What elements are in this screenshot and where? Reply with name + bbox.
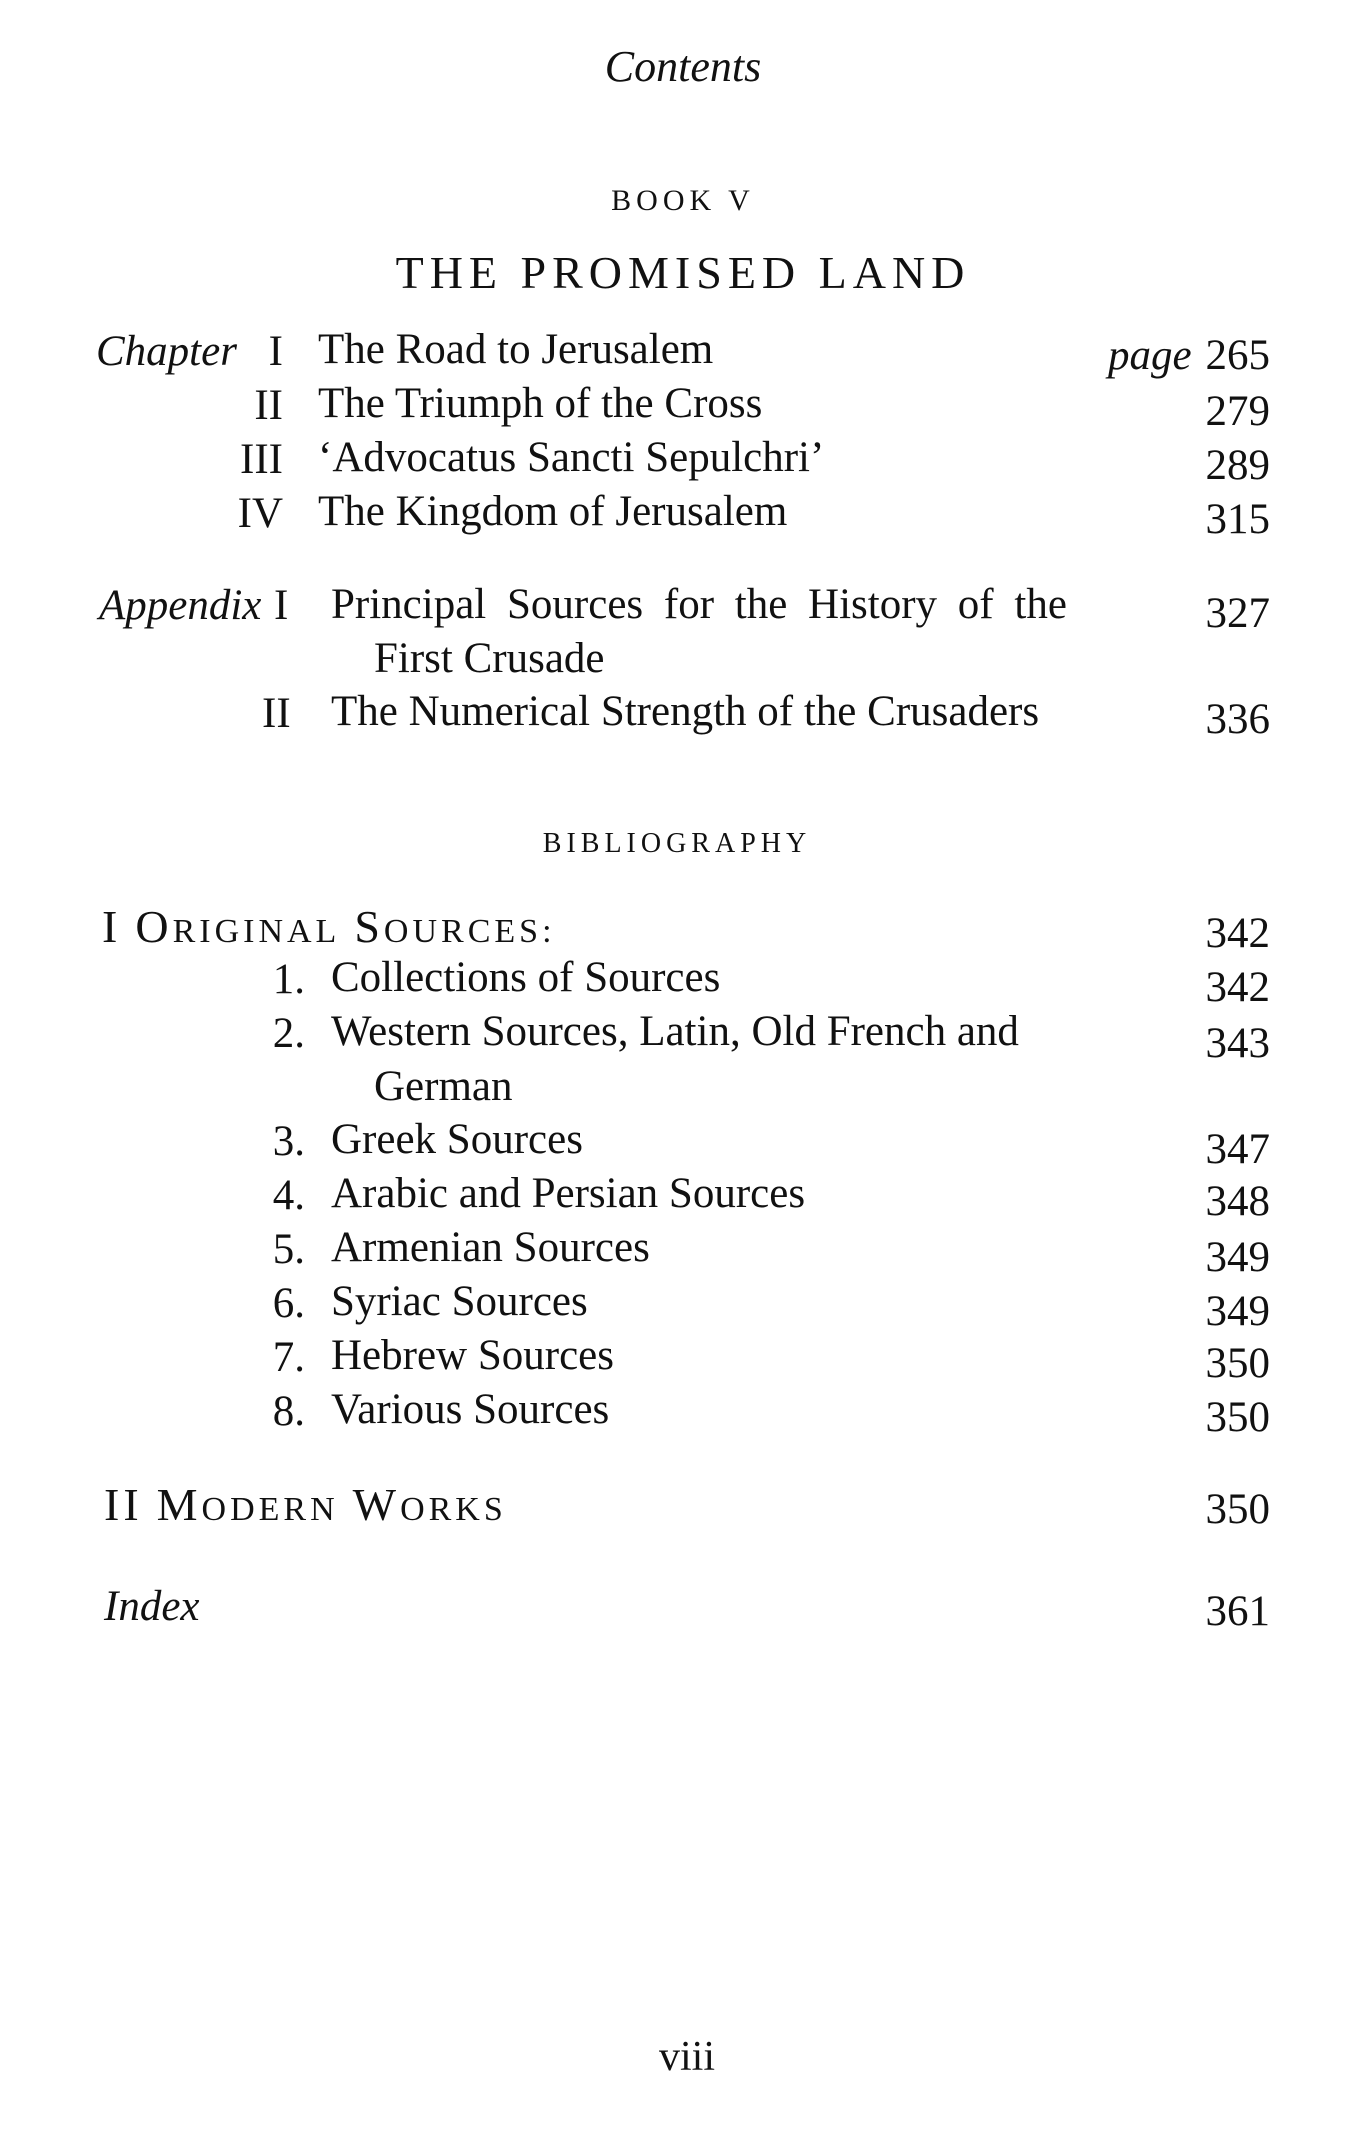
chapter-page: 315 <box>1205 496 1270 543</box>
source-title: Arabic and Persian Sources <box>331 1170 806 1217</box>
source-title-continued: German <box>374 1063 513 1110</box>
chapter-label: Chapter <box>96 328 237 375</box>
chapter-num: IV <box>237 490 283 537</box>
chapter-title: The Triumph of the Cross <box>318 380 763 427</box>
source-page: 349 <box>1205 1288 1270 1335</box>
appendix-label: Appendix <box>99 582 262 629</box>
chapter-title: The Kingdom of Jerusalem <box>318 488 788 535</box>
appendix-page: 327 <box>1205 590 1270 637</box>
chapter-num: II <box>254 382 283 429</box>
source-num: 8. <box>272 1388 305 1435</box>
bibliography-heading: BIBLIOGRAPHY <box>542 828 812 859</box>
source-num: 4. <box>272 1172 305 1219</box>
book-title: THE PROMISED LAND <box>395 247 971 298</box>
source-page: 348 <box>1205 1178 1270 1225</box>
source-title: Armenian Sources <box>331 1224 650 1271</box>
source-title: Hebrew Sources <box>331 1332 614 1379</box>
section-num: I <box>102 901 122 952</box>
chapter-page: 279 <box>1205 388 1270 435</box>
source-num: 7. <box>272 1334 305 1381</box>
source-page: 350 <box>1205 1394 1270 1441</box>
appendix-num: II <box>262 690 291 737</box>
source-num: 1. <box>272 956 305 1003</box>
book-label: BOOK V <box>611 184 755 217</box>
chapter-page: 289 <box>1205 442 1270 489</box>
source-num: 6. <box>272 1280 305 1327</box>
source-num: 2. <box>272 1010 305 1057</box>
section-page: 342 <box>1205 910 1270 957</box>
appendix-title: Principal Sources for the History of the <box>331 581 1067 628</box>
appendix-num: I <box>274 582 289 629</box>
chapter-title: The Road to Jerusalem <box>318 326 714 373</box>
appendix-page: 336 <box>1205 696 1270 743</box>
section-page: 350 <box>1205 1486 1270 1533</box>
appendix-title: The Numerical Strength of the Crusaders <box>331 688 1040 735</box>
source-title: Syriac Sources <box>331 1278 588 1325</box>
chapter-num: III <box>240 436 283 483</box>
appendix-title-continued: First Crusade <box>374 635 605 682</box>
chapter-title: ‘Advocatus Sancti Sepulchri’ <box>318 434 825 481</box>
source-page: 343 <box>1205 1020 1270 1067</box>
source-page: 347 <box>1205 1126 1270 1173</box>
section-num: II <box>104 1479 143 1530</box>
section-original-sources: I ORIGINAL SOURCES: <box>102 901 556 952</box>
source-title: Collections of Sources <box>331 954 721 1001</box>
index-page: 361 <box>1205 1588 1270 1635</box>
section-modern-works: II MODERN WORKS <box>104 1479 507 1530</box>
chapter-num: I <box>268 328 283 375</box>
index-label: Index <box>104 1583 200 1630</box>
source-num: 3. <box>272 1118 305 1165</box>
chapter-page: 265 <box>1205 332 1270 379</box>
source-title: Western Sources, Latin, Old French and <box>331 1008 1019 1055</box>
source-page: 349 <box>1205 1234 1270 1281</box>
running-head: Contents <box>604 42 762 91</box>
source-title: Various Sources <box>331 1386 610 1433</box>
page-number: viii <box>658 2034 715 2080</box>
source-page: 350 <box>1205 1340 1270 1387</box>
page-label: page <box>1108 332 1192 379</box>
source-title: Greek Sources <box>331 1116 583 1163</box>
source-page: 342 <box>1205 964 1270 1011</box>
source-num: 5. <box>272 1226 305 1273</box>
